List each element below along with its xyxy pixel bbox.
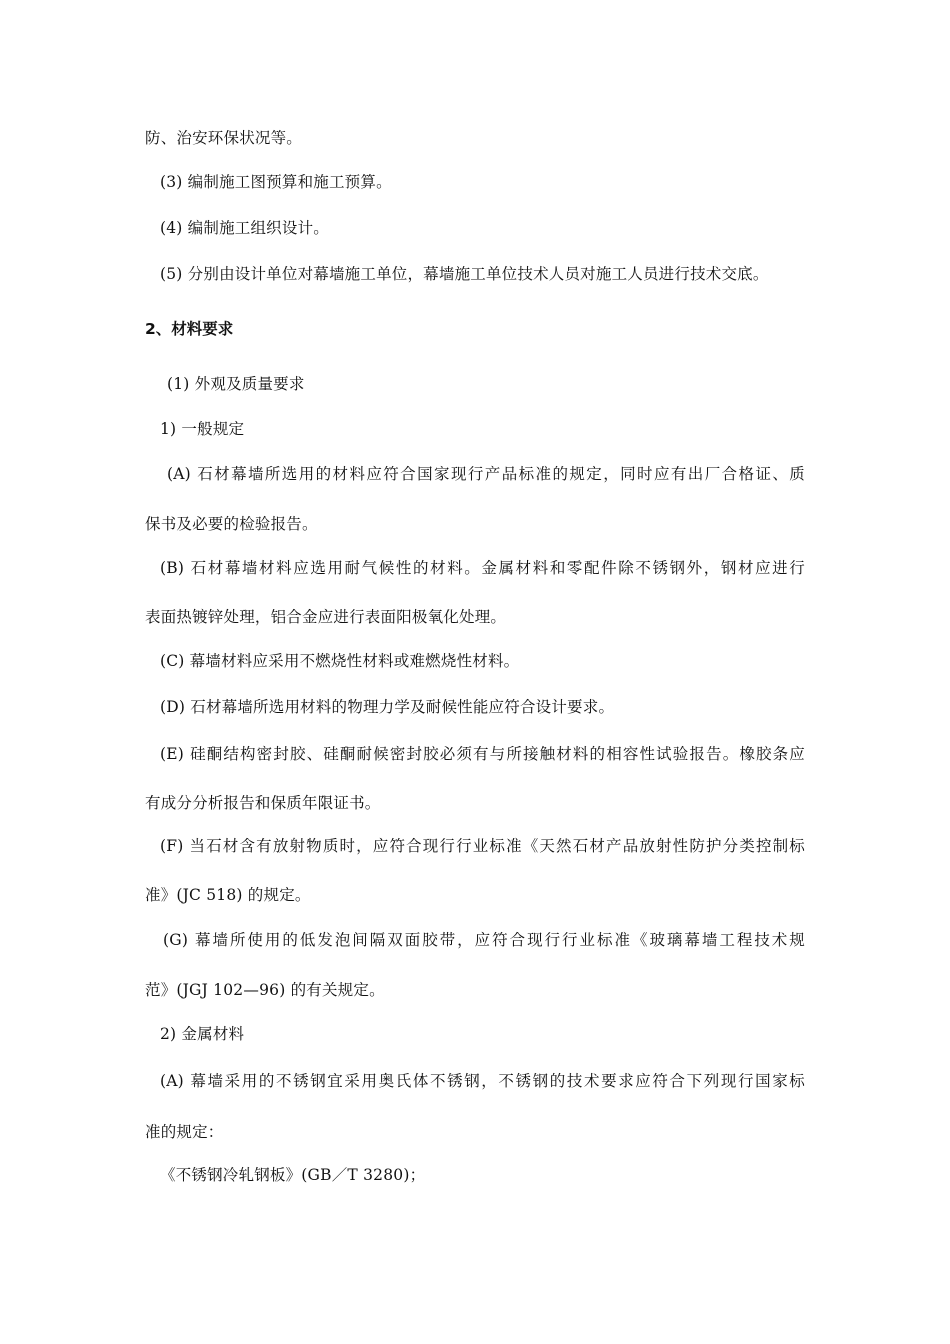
paragraph-line: (C) 幕墙材料应采用不燃烧性材料或难燃烧性材料。 xyxy=(160,652,520,670)
standard-reference: 《不锈钢冷轧钢板》(GB／T 3280)； xyxy=(160,1166,426,1184)
paragraph-line: (B) 石材幕墙材料应选用耐气候性的材料。金属材料和零配件除不锈钢外，钢材应进行 xyxy=(160,559,805,577)
list-item-4: (4) 编制施工组织设计。 xyxy=(160,219,329,237)
paragraph-line: 准的规定： xyxy=(145,1123,224,1141)
paragraph-line: (A) 石材幕墙所选用的材料应符合国家现行产品标准的规定，同时应有出厂合格证、质 xyxy=(167,465,805,483)
section-heading: 2、材料要求 xyxy=(145,320,234,338)
sub-subsection-heading: 2) 金属材料 xyxy=(160,1025,245,1043)
subsection-heading: (1) 外观及质量要求 xyxy=(167,375,305,393)
list-item-3: (3) 编制施工图预算和施工预算。 xyxy=(160,173,392,191)
paragraph-line: (E) 硅酮结构密封胶、硅酮耐候密封胶必须有与所接触材料的相容性试验报告。橡胶条应 xyxy=(160,745,805,763)
paragraph-line: 保书及必要的检验报告。 xyxy=(145,515,318,533)
paragraph-line: 准》(JC 518) 的规定。 xyxy=(145,886,311,904)
list-item-5: (5) 分别由设计单位对幕墙施工单位，幕墙施工单位技术人员对施工人员进行技术交底。 xyxy=(160,265,769,283)
paragraph-line: (G) 幕墙所使用的低发泡间隔双面胶带，应符合现行行业标准《玻璃幕墙工程技术规 xyxy=(163,931,805,949)
sub-subsection-heading: 1) 一般规定 xyxy=(160,420,245,438)
paragraph-line: 防、治安环保状况等。 xyxy=(145,129,303,147)
paragraph-line: (A) 幕墙采用的不锈钢宜采用奥氏体不锈钢，不锈钢的技术要求应符合下列现行国家标 xyxy=(160,1072,805,1090)
paragraph-line: 范》(JGJ 102—96) 的有关规定。 xyxy=(145,981,385,999)
paragraph-line: (D) 石材幕墙所选用材料的物理力学及耐候性能应符合设计要求。 xyxy=(160,698,615,716)
paragraph-line: 有成分分析报告和保质年限证书。 xyxy=(145,794,381,812)
paragraph-line: (F) 当石材含有放射物质时，应符合现行行业标准《天然石材产品放射性防护分类控制标 xyxy=(160,837,805,855)
paragraph-line: 表面热镀锌处理，铝合金应进行表面阳极氧化处理。 xyxy=(145,608,507,626)
